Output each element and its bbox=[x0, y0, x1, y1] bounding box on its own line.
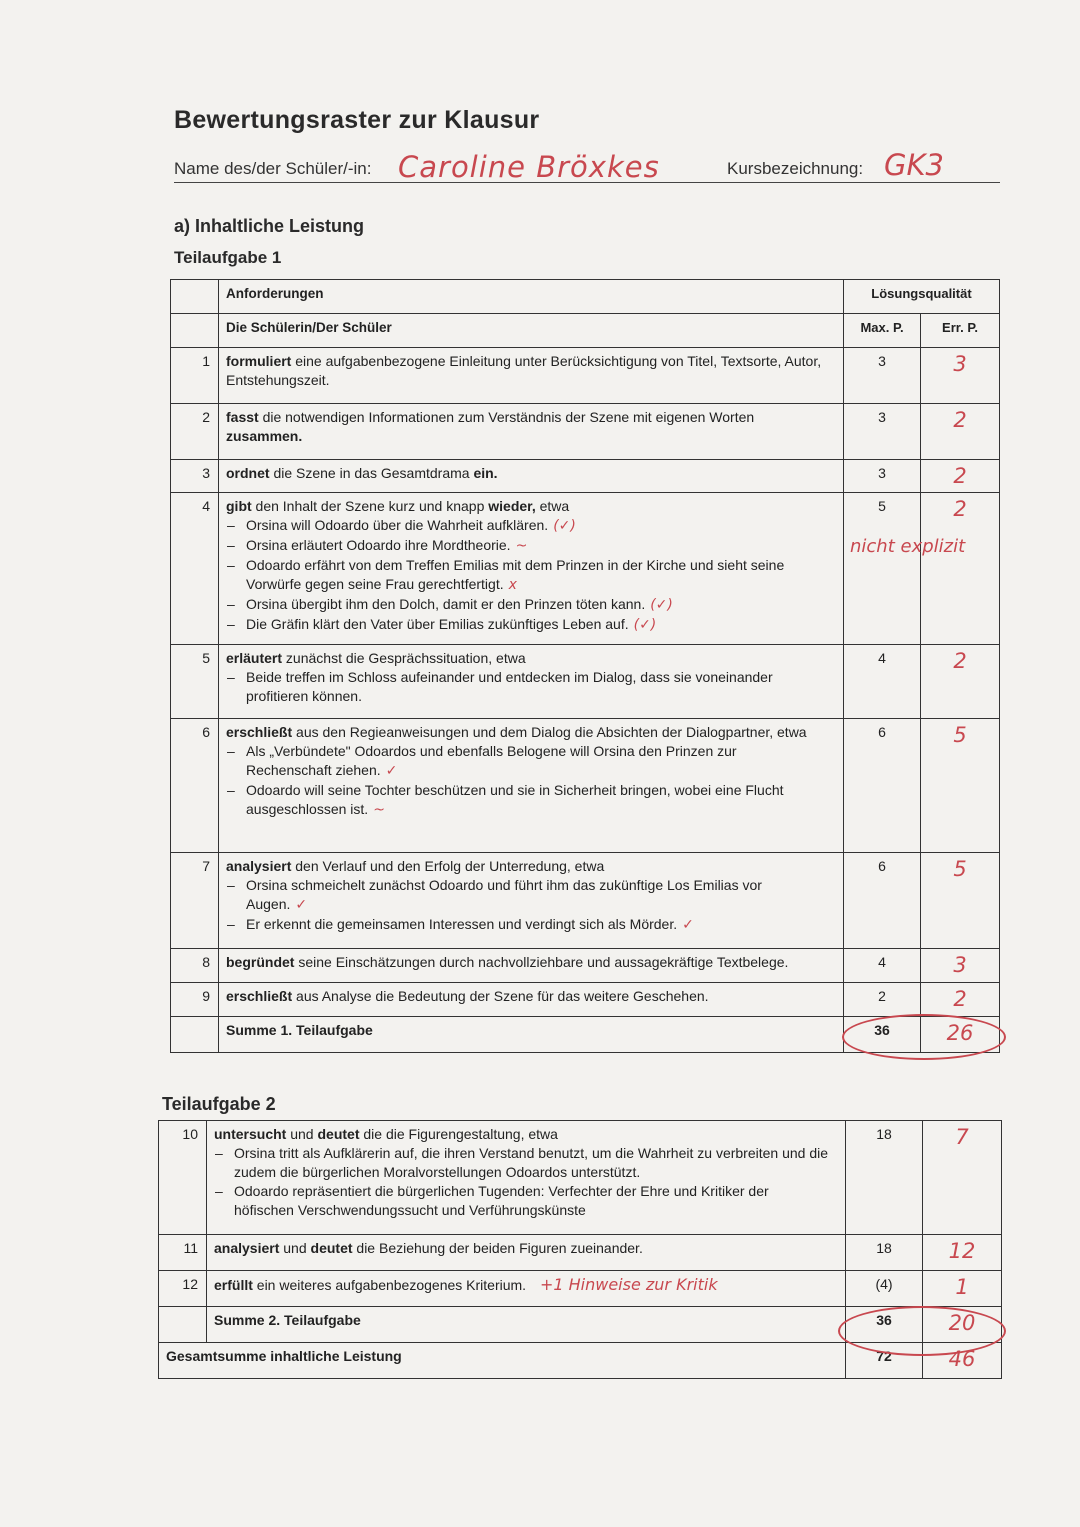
task1-heading: Teilaufgabe 1 bbox=[174, 248, 282, 267]
requirement-text: gibt den Inhalt der Szene kurz und knapp wieder, etwa – Orsina will Odoardo über die Wahrheit aufklären. (✓) – Orsina erläutert Odoardo ihre Mordtheorie. ~ – Odoardo erfährt von dem Treffen Emilias mit dem Prinzen in der Kirche und sieht seine Vorwürfe gegen seine Frau gerechtfertigt. x – Orsina übergibt ihm den Dolch, damit er den Prinzen töten kann. (✓) – Die Gräfin klärt den Vater über Emilias zukünftiges Leben auf. (✓) bbox=[219, 493, 844, 645]
row-number: 9 bbox=[171, 983, 219, 1017]
course-value: GK3 bbox=[884, 148, 944, 182]
requirement-text: ordnet die Szene in das Gesamtdrama ein. bbox=[219, 460, 844, 493]
row-number: 11 bbox=[159, 1235, 207, 1271]
col-student: Die Schülerin/Der Schüler bbox=[219, 314, 844, 348]
section-heading: a) Inhaltliche Leistung bbox=[174, 216, 365, 236]
total-label: Gesamtsumme inhaltliche Leistung bbox=[159, 1343, 846, 1379]
row-number: 6 bbox=[171, 719, 219, 853]
total-earned: 46 bbox=[923, 1343, 1002, 1379]
max-points: 3 bbox=[844, 404, 921, 460]
max-points: 3 bbox=[844, 348, 921, 404]
student-name-label: Name des/der Schüler/-in: bbox=[174, 159, 372, 178]
table-row bbox=[171, 493, 1000, 645]
col-max: Max. P. bbox=[844, 314, 921, 348]
max-points: (4) bbox=[846, 1271, 923, 1307]
sum-label: Summe 1. Teilaufgabe bbox=[219, 1017, 844, 1053]
max-points: 6 bbox=[844, 719, 921, 853]
header-blank-2 bbox=[171, 314, 219, 348]
earned-points: 2 bbox=[921, 983, 1000, 1017]
requirement-text: erfüllt ein weiteres aufgabenbezogenes Kriterium. +1 Hinweise zur Kritik bbox=[207, 1271, 846, 1307]
margin-note: nicht explizit bbox=[850, 536, 966, 557]
requirement-text: formuliert eine aufgabenbezogene Einleitung unter Berücksichtigung von Titel, Textsorte, Autor, Entstehungszeit. bbox=[219, 348, 844, 404]
requirement-text: begründet seine Einschätzungen durch nachvollziehbare und aussagekräftige Textbelege. bbox=[219, 949, 844, 983]
table-row bbox=[171, 983, 1000, 1017]
row-number: 4 bbox=[171, 493, 219, 645]
max-points: 2 bbox=[844, 983, 921, 1017]
header-blank bbox=[171, 280, 219, 314]
max-points: 4 bbox=[844, 645, 921, 719]
earned-points: 5 bbox=[921, 853, 1000, 949]
sum-earned: 20 bbox=[923, 1307, 1002, 1343]
row-number: 7 bbox=[171, 853, 219, 949]
table-row bbox=[171, 949, 1000, 983]
max-points: 6 bbox=[844, 853, 921, 949]
sum-blank bbox=[159, 1307, 207, 1343]
requirement-text: erschließt aus den Regieanweisungen und dem Dialog die Absichten der Dialogpartner, etwa – Als „Verbündete" Odoardos und ebenfalls Belogene will Orsina den Prinzen zur Rechenschaft ziehen. ✓ – Odoardo will seine Tochter beschützen und sie in Sicherheit bringen, wobei eine Flucht ausgeschlossen ist. ~ bbox=[219, 719, 844, 853]
requirement-text: erläutert zunächst die Gesprächssituation, etwa – Beide treffen im Schloss aufeinander und entdecken im Dialog, dass sie voneinander profitieren können. bbox=[219, 645, 844, 719]
max-points: 5 bbox=[844, 493, 921, 645]
table-row bbox=[171, 853, 1000, 949]
list-item: – Beide treffen im Schloss aufeinander und entdecken im Dialog, dass sie voneinander profitieren können. bbox=[246, 668, 826, 707]
max-points: 3 bbox=[844, 460, 921, 493]
earned-points: 3 bbox=[921, 348, 1000, 404]
requirement-text: erschließt aus Analyse die Bedeutung der Szene für das weitere Geschehen. bbox=[219, 983, 844, 1017]
list-item: – Odoardo will seine Tochter beschützen und sie in Sicherheit bringen, wobei eine Flucht ausgeschlossen ist. ~ bbox=[246, 781, 826, 820]
earned-points: 3 bbox=[921, 949, 1000, 983]
list-item: – Die Gräfin klärt den Vater über Emilias zukünftiges Leben auf. (✓) bbox=[246, 615, 831, 635]
list-item: – Orsina schmeichelt zunächst Odoardo und führt ihm das zukünftige Los Emilias vor Augen. ✓ bbox=[246, 876, 826, 915]
col-requirements: Anforderungen bbox=[219, 280, 844, 314]
max-points: 18 bbox=[846, 1235, 923, 1271]
table-row bbox=[171, 645, 1000, 719]
page-title: Bewertungsraster zur Klausur bbox=[174, 106, 540, 134]
row-number: 12 bbox=[159, 1271, 207, 1307]
row-number: 3 bbox=[171, 460, 219, 493]
row-number: 5 bbox=[171, 645, 219, 719]
earned-points: 2 bbox=[921, 493, 1000, 645]
requirement-text: analysiert und deutet die Beziehung der beiden Figuren zueinander. bbox=[207, 1235, 846, 1271]
requirement-text: analysiert den Verlauf und den Erfolg der Unterredung, etwa – Orsina schmeichelt zunächst Odoardo und führt ihm das zukünftige Los Emilias vor Augen. ✓ – Er erkennt die gemeinsamen Interessen und verdingt sich als Mörder. ✓ bbox=[219, 853, 844, 949]
course-label: Kursbezeichnung: bbox=[727, 159, 864, 178]
row-number: 10 bbox=[159, 1121, 207, 1235]
earned-points: 2 bbox=[921, 404, 1000, 460]
max-points: 18 bbox=[846, 1121, 923, 1235]
row-number: 8 bbox=[171, 949, 219, 983]
list-item: – Orsina erläutert Odoardo ihre Mordtheorie. ~ bbox=[246, 536, 831, 556]
table-row bbox=[171, 404, 1000, 460]
row-number: 2 bbox=[171, 404, 219, 460]
col-got: Err. P. bbox=[921, 314, 1000, 348]
table-row bbox=[159, 1235, 1002, 1271]
sum-circle bbox=[842, 1014, 1006, 1060]
max-points: 4 bbox=[844, 949, 921, 983]
sum2-circle bbox=[838, 1306, 1006, 1356]
requirement-text: untersucht und deutet die die Figurengestaltung, etwa – Orsina tritt als Aufklärerin auf, die ihren Verstand benutzt, um die Wahrheit zu verbreiten und die zudem die bürgerlichen Moralvorstellungen Odoardos unterstützt. – Odoardo repräsentiert die bürgerlichen Tugenden: Verfechter der Ehre und Kritiker der höfischen Verschwendungssucht und Verführungskünste bbox=[207, 1121, 846, 1235]
earned-points: 2 bbox=[921, 460, 1000, 493]
total-max: 72 bbox=[846, 1343, 923, 1379]
earned-points: 2 bbox=[921, 645, 1000, 719]
earned-points: 12 bbox=[923, 1235, 1002, 1271]
task2-heading: Teilaufgabe 2 bbox=[162, 1094, 276, 1114]
col-quality: Lösungsqualität bbox=[844, 280, 1000, 314]
list-item: – Er erkennt die gemeinsamen Interessen und verdingt sich als Mörder. ✓ bbox=[246, 915, 826, 935]
list-item: – Odoardo erfährt von dem Treffen Emilias mit dem Prinzen in der Kirche und sieht seine Vorwürfe gegen seine Frau gerechtfertigt. x bbox=[246, 556, 831, 595]
list-item: – Orsina will Odoardo über die Wahrheit aufklären. (✓) bbox=[246, 516, 831, 536]
requirement-text: fasst die notwendigen Informationen zum Verständnis der Szene mit eigenen Worten zusammen. bbox=[219, 404, 844, 460]
table-row bbox=[159, 1271, 1002, 1307]
list-item: – Orsina übergibt ihm den Dolch, damit er den Prinzen töten kann. (✓) bbox=[246, 595, 831, 615]
earned-points: 5 bbox=[921, 719, 1000, 853]
row-number: 1 bbox=[171, 348, 219, 404]
task1-table bbox=[170, 279, 1000, 1053]
sum-label: Summe 2. Teilaufgabe bbox=[207, 1307, 846, 1343]
sum-max: 36 bbox=[846, 1307, 923, 1343]
student-name-value: Caroline Bröxkes bbox=[398, 150, 660, 184]
earned-points: 1 bbox=[923, 1271, 1002, 1307]
table-row bbox=[171, 719, 1000, 853]
list-item: – Odoardo repräsentiert die bürgerlichen Tugenden: Verfechter der Ehre und Kritiker der höfischen Verschwendungssucht und Verführungskünste bbox=[234, 1182, 829, 1220]
sum-max: 36 bbox=[844, 1017, 921, 1053]
table-row bbox=[159, 1121, 1002, 1235]
earned-points: 7 bbox=[923, 1121, 1002, 1235]
list-item: – Orsina tritt als Aufklärerin auf, die ihren Verstand benutzt, um die Wahrheit zu verbreiten und die zudem die bürgerlichen Moralvorstellungen Odoardos unterstützt. bbox=[234, 1144, 829, 1182]
table-row bbox=[171, 460, 1000, 493]
table-row bbox=[171, 348, 1000, 404]
sum-blank bbox=[171, 1017, 219, 1053]
list-item: – Als „Verbündete" Odoardos und ebenfalls Belogene will Orsina den Prinzen zur Rechenschaft ziehen. ✓ bbox=[246, 742, 826, 781]
sum-earned: 26 bbox=[921, 1017, 1000, 1053]
